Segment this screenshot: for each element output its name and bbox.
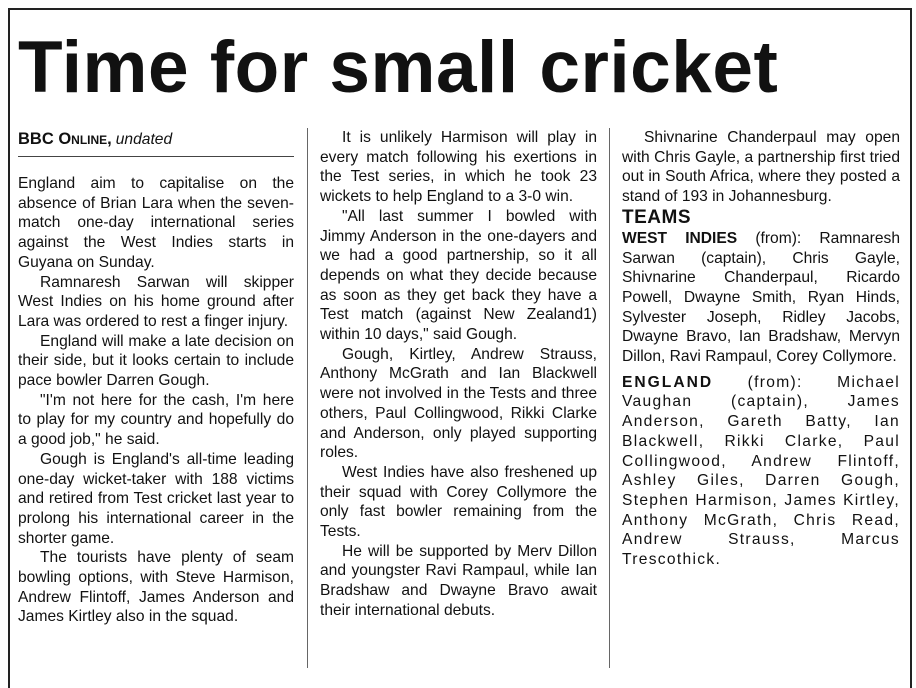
column-divider [307, 128, 308, 668]
paragraph: England aim to capitalise on the absence of Brian Lara when the seven-match one-day international series against the West Indies starts in Guyana on Sunday. [18, 175, 294, 271]
column-divider [609, 128, 610, 668]
paragraph: England will make a late decision on their side, but it looks certain to include pace bowler Darren Gough. [18, 332, 294, 390]
paragraph: The tourists have plenty of seam bowling options, with Steve Harmison, Andrew Flintoff, James Anderson and James Kirtley also in the squad. [18, 549, 294, 626]
team-west-indies [622, 229, 900, 367]
byline-date: undated [115, 131, 173, 148]
team-name-england: ENGLAND [622, 373, 714, 391]
byline-rule [18, 156, 294, 157]
article-column-1 [18, 128, 294, 627]
paragraph: Gough is England's all-time leading one-day wicket-taker with 188 victims and retired from Test cricket last year to prolong his international career in the shorter game. [18, 450, 294, 547]
paragraph: Ramnaresh Sarwan will skipper West Indies on his home ground after Lara was ordered to rest a finger injury. [18, 273, 294, 330]
teams-heading: TEAMS [622, 206, 691, 228]
paragraph: He will be supported by Merv Dillon and youngster Ravi Rampaul, while Ian Bradshaw and Dwayne Bravo await their international debuts. [320, 542, 597, 619]
paragraph: Gough, Kirtley, Andrew Strauss, Anthony McGrath and Ian Blackwell were not involved in the Tests and three others, Paul Collingwood, Rikki Clarke and Anderson, only played supporting roles. [320, 345, 597, 462]
paragraph: Shivnarine Chanderpaul may open with Chris Gayle, a partnership first tried out in South Africa, where they posted a stand of 193 in Johannesburg. [622, 129, 900, 206]
team-players-west-indies: (from): Ramnaresh Sarwan (captain), Chris Gayle, Shivnarine Chanderpaul, Ricardo Powell, Dwayne Smith, Ryan Hinds, Sylvester Joseph, Ridley Jacobs, Dwayne Bravo, Ian Bradshaw, Mervyn Dillon, Ravi Rampaul, Corey Collymore. [622, 229, 900, 366]
team-england [622, 373, 900, 570]
byline [18, 128, 294, 151]
headline: Time for small cricket [18, 27, 779, 108]
article-column-2 [320, 128, 597, 621]
paragraph: "All last summer I bowled with Jimmy Anderson in the one-dayers and we had a good partnership, so it all depends on what they decide because as soon as they get back they have a Test match (against New Zealand1) within 10 days," said Gough. [320, 207, 597, 344]
paragraph: West Indies have also freshened up their squad with Corey Collymore the only fast bowler remaining from the Tests. [320, 463, 597, 541]
team-players-england: (from): Michael Vaughan (captain), James Anderson, Gareth Batty, Ian Blackwell, Rikki Clarke, Paul Collingwood, Andrew Flintoff, Ashley Giles, Darren Gough, Stephen Harmison, James Kirtley, Anthony McGrath, Chris Read, Andrew Strauss, Marcus Trescothick. [622, 373, 900, 569]
team-name-west-indies: WEST INDIES [622, 229, 738, 247]
paragraph: "I'm not here for the cash, I'm here to play for my country and hopefully do a good job," he said. [18, 391, 294, 449]
article-column-3 [622, 128, 900, 570]
byline-source: BBC Online, [18, 130, 112, 148]
paragraph: It is unlikely Harmison will play in every match following his exertions in the Test series, in which he took 23 wickets to help England to a 3-0 win. [320, 129, 597, 206]
